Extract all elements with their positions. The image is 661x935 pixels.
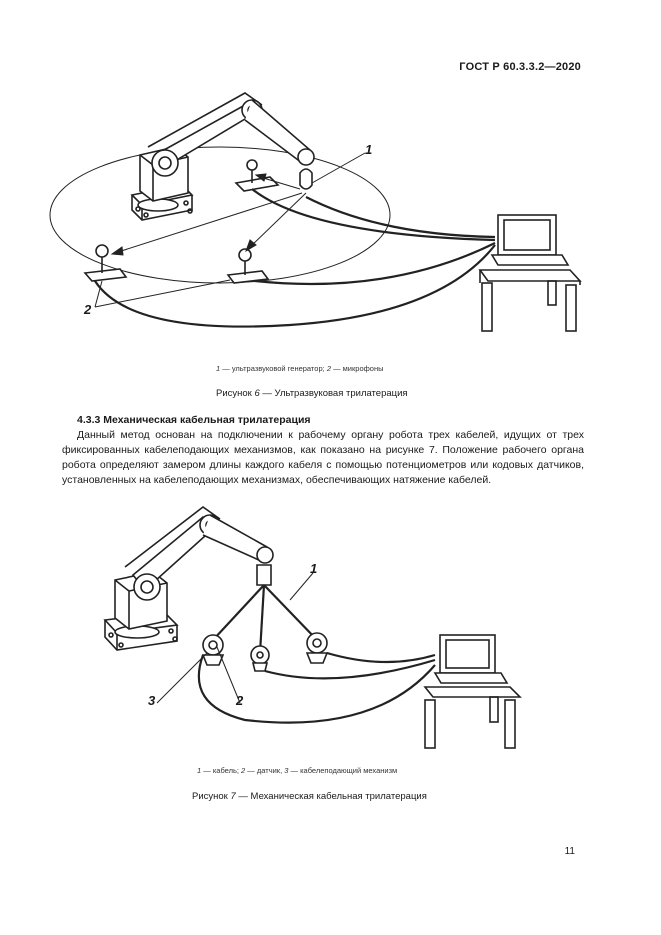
computer-icon <box>425 635 520 748</box>
cable-feed-mechanism-icon <box>307 633 327 663</box>
robot-arm-icon <box>125 507 273 600</box>
figure-7-legend: 1 — кабель; 2 — датчик, 3 — кабелеподающий механизм <box>197 766 398 775</box>
cable-feed-mechanism-icon <box>251 646 269 671</box>
callout-1: 1 <box>365 142 373 157</box>
page-number: 11 <box>564 846 575 857</box>
section-paragraph: Данный метод основан на подключении к рабочему органу робота трех кабелей, идущих от трех фиксированных кабелеподающих механизмов, как показано на рисунке 7. Положение рабочего органа робота определяют замером длины каждого кабеля с помощью потенциометров или кодовых датчиков, установленных на кабелеподающих механизмах, обеспечивающих натяжение кабелей. <box>62 429 584 486</box>
callout-3: 3 <box>148 693 156 708</box>
microphone-icon <box>228 249 268 283</box>
figure-7-illustration <box>95 505 575 755</box>
figure-6-legend: 1 — ультразвуковой генератор; 2 — микрофоны <box>216 364 384 373</box>
cable <box>213 585 317 653</box>
computer-icon <box>480 215 580 331</box>
callout-2: 2 <box>236 693 244 708</box>
cable-feed-mechanism-icon <box>203 635 223 665</box>
figure-6-caption: Рисунок 6 — Ультразвуковая трилатерация <box>216 388 408 399</box>
section-heading: 4.3.3 Механическая кабельная трилатерация <box>77 414 311 426</box>
figure-6-illustration <box>40 85 600 345</box>
figure-7-caption: Рисунок 7 — Механическая кабельная трилатерация <box>192 791 427 802</box>
callout-1: 1 <box>310 561 318 576</box>
callout-2: 2 <box>84 302 92 317</box>
document-header: ГОСТ Р 60.3.3.2—2020 <box>459 61 581 73</box>
